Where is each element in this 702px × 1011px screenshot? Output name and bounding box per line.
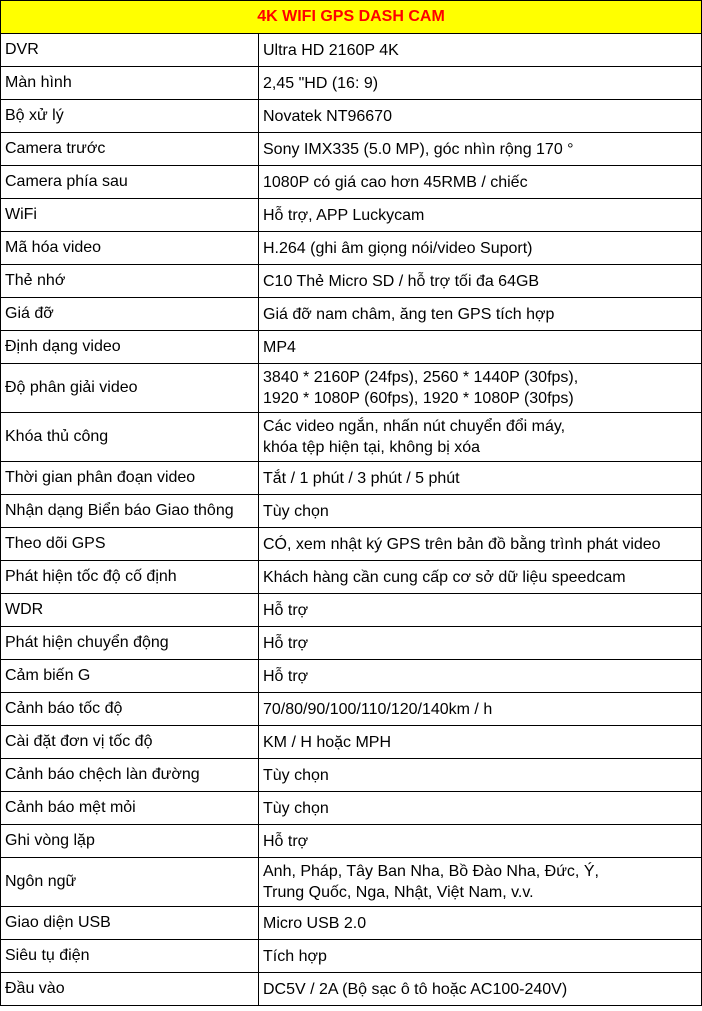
spec-label: Camera trước	[1, 133, 259, 166]
spec-label: Thẻ nhớ	[1, 265, 259, 298]
spec-label: Ghi vòng lặp	[1, 825, 259, 858]
table-row	[1, 726, 702, 759]
spec-value-line: C10 Thẻ Micro SD / hỗ trợ tối đa 64GB	[263, 272, 540, 290]
spec-value	[259, 199, 702, 232]
spec-value-line: Tùy chọn	[263, 799, 329, 817]
table-row	[1, 199, 702, 232]
spec-value-line: KM / H hoặc MPH	[263, 733, 392, 751]
spec-label: DVR	[1, 34, 259, 67]
spec-value	[259, 858, 702, 907]
spec-value-line: Tắt / 1 phút / 3 phút / 5 phút	[263, 469, 460, 487]
spec-value	[259, 462, 702, 495]
spec-value	[259, 495, 702, 528]
spec-value	[259, 792, 702, 825]
spec-value	[259, 34, 702, 67]
table-row	[1, 858, 702, 907]
spec-value-line: Tích hợp	[263, 947, 327, 965]
spec-label: WiFi	[1, 199, 259, 232]
spec-value-line: Tùy chọn	[263, 766, 329, 784]
spec-value-line: 1080P có giá cao hơn 45RMB / chiếc	[263, 173, 528, 191]
spec-label: Cảnh báo tốc độ	[1, 693, 259, 726]
spec-label: WDR	[1, 594, 259, 627]
spec-value-line: khóa tệp hiện tại, không bị xóa	[263, 439, 481, 456]
table-row	[1, 693, 702, 726]
spec-value	[259, 693, 702, 726]
table-row	[1, 759, 702, 792]
title-row	[1, 1, 702, 34]
spec-value-line: Hỗ trợ	[263, 832, 309, 850]
table-row	[1, 166, 702, 199]
spec-label: Ngôn ngữ	[1, 858, 259, 907]
spec-value	[259, 413, 702, 462]
spec-label: Phát hiện chuyển động	[1, 627, 259, 660]
spec-label: Cảnh báo mệt mỏi	[1, 792, 259, 825]
table-row	[1, 265, 702, 298]
spec-value-line: Micro USB 2.0	[263, 914, 367, 932]
table-row	[1, 100, 702, 133]
spec-body	[1, 34, 702, 1006]
spec-value	[259, 133, 702, 166]
spec-value	[259, 726, 702, 759]
spec-value	[259, 627, 702, 660]
spec-value	[259, 265, 702, 298]
table-row	[1, 331, 702, 364]
spec-value-line: Khách hàng cần cung cấp cơ sở dữ liệu speedcam	[263, 568, 626, 586]
spec-value	[259, 561, 702, 594]
table-row	[1, 594, 702, 627]
spec-value-line: Ultra HD 2160P 4K	[263, 41, 399, 59]
spec-label: Theo dõi GPS	[1, 528, 259, 561]
table-row	[1, 940, 702, 973]
spec-value	[259, 166, 702, 199]
table-row	[1, 907, 702, 940]
spec-value-line: Hỗ trợ, APP Luckycam	[263, 206, 425, 224]
spec-label: Khóa thủ công	[1, 413, 259, 462]
spec-value	[259, 660, 702, 693]
spec-value	[259, 759, 702, 792]
spec-value-line: 1920 * 1080P (60fps), 1920 * 1080P (30fps)	[263, 390, 574, 407]
spec-label: Màn hình	[1, 67, 259, 100]
spec-label: Đầu vào	[1, 973, 259, 1006]
spec-value-line: CÓ, xem nhật ký GPS trên bản đồ bằng trình phát video	[263, 535, 661, 553]
table-row	[1, 528, 702, 561]
spec-value-line: Giá đỡ nam châm, ăng ten GPS tích hợp	[263, 305, 555, 323]
spec-label: Nhận dạng Biển báo Giao thông	[1, 495, 259, 528]
spec-value-line: Các video ngắn, nhấn nút chuyển đổi máy,	[263, 418, 566, 435]
spec-value-line: MP4	[263, 338, 296, 356]
spec-label: Cảm biến G	[1, 660, 259, 693]
table-row	[1, 495, 702, 528]
spec-label: Giao diện USB	[1, 907, 259, 940]
spec-label: Độ phân giải video	[1, 364, 259, 413]
spec-label: Phát hiện tốc độ cố định	[1, 561, 259, 594]
spec-label: Thời gian phân đoạn video	[1, 462, 259, 495]
spec-value-line: Hỗ trợ	[263, 601, 309, 619]
spec-value-line: Novatek NT96670	[263, 107, 392, 125]
spec-label: Mã hóa video	[1, 232, 259, 265]
table-row	[1, 627, 702, 660]
spec-value	[259, 331, 702, 364]
spec-value	[259, 528, 702, 561]
spec-value	[259, 940, 702, 973]
table-row	[1, 825, 702, 858]
table-row	[1, 364, 702, 413]
spec-label: Bộ xử lý	[1, 100, 259, 133]
spec-value	[259, 594, 702, 627]
spec-value	[259, 907, 702, 940]
spec-value-line: Tùy chọn	[263, 502, 329, 520]
table-row	[1, 298, 702, 331]
spec-value	[259, 825, 702, 858]
spec-label: Siêu tụ điện	[1, 940, 259, 973]
table-title: 4K WIFI GPS DASH CAM	[1, 1, 702, 34]
spec-value-line: 70/80/90/100/110/120/140km / h	[263, 700, 493, 718]
table-row	[1, 792, 702, 825]
spec-value-line: Trung Quốc, Nga, Nhật, Việt Nam, v.v.	[263, 884, 534, 901]
spec-value	[259, 232, 702, 265]
spec-label: Định dạng video	[1, 331, 259, 364]
spec-value-line: Anh, Pháp, Tây Ban Nha, Bồ Đào Nha, Đức, Ý,	[263, 863, 599, 880]
spec-value-line: Sony IMX335 (5.0 MP), góc nhìn rộng 170 °	[263, 140, 574, 158]
table-row	[1, 462, 702, 495]
spec-value	[259, 298, 702, 331]
spec-value-line: Hỗ trợ	[263, 634, 309, 652]
table-row	[1, 660, 702, 693]
table-row	[1, 561, 702, 594]
table-row	[1, 34, 702, 67]
table-row	[1, 67, 702, 100]
spec-value	[259, 100, 702, 133]
spec-value-line: 2,45 "HD (16: 9)	[263, 74, 379, 92]
table-row	[1, 973, 702, 1006]
spec-value-line: H.264 (ghi âm giọng nói/video Suport)	[263, 239, 533, 257]
spec-value-line: Hỗ trợ	[263, 667, 309, 685]
table-row	[1, 133, 702, 166]
spec-value-line: 3840 * 2160P (24fps), 2560 * 1440P (30fps),	[263, 369, 579, 386]
spec-label: Cài đặt đơn vị tốc độ	[1, 726, 259, 759]
spec-label: Camera phía sau	[1, 166, 259, 199]
spec-value	[259, 67, 702, 100]
table-row	[1, 232, 702, 265]
table-row	[1, 413, 702, 462]
spec-value	[259, 364, 702, 413]
spec-label: Giá đỡ	[1, 298, 259, 331]
spec-value-line: DC5V / 2A (Bộ sạc ô tô hoặc AC100-240V)	[263, 980, 568, 998]
spec-value	[259, 973, 702, 1006]
spec-label: Cảnh báo chệch làn đường	[1, 759, 259, 792]
